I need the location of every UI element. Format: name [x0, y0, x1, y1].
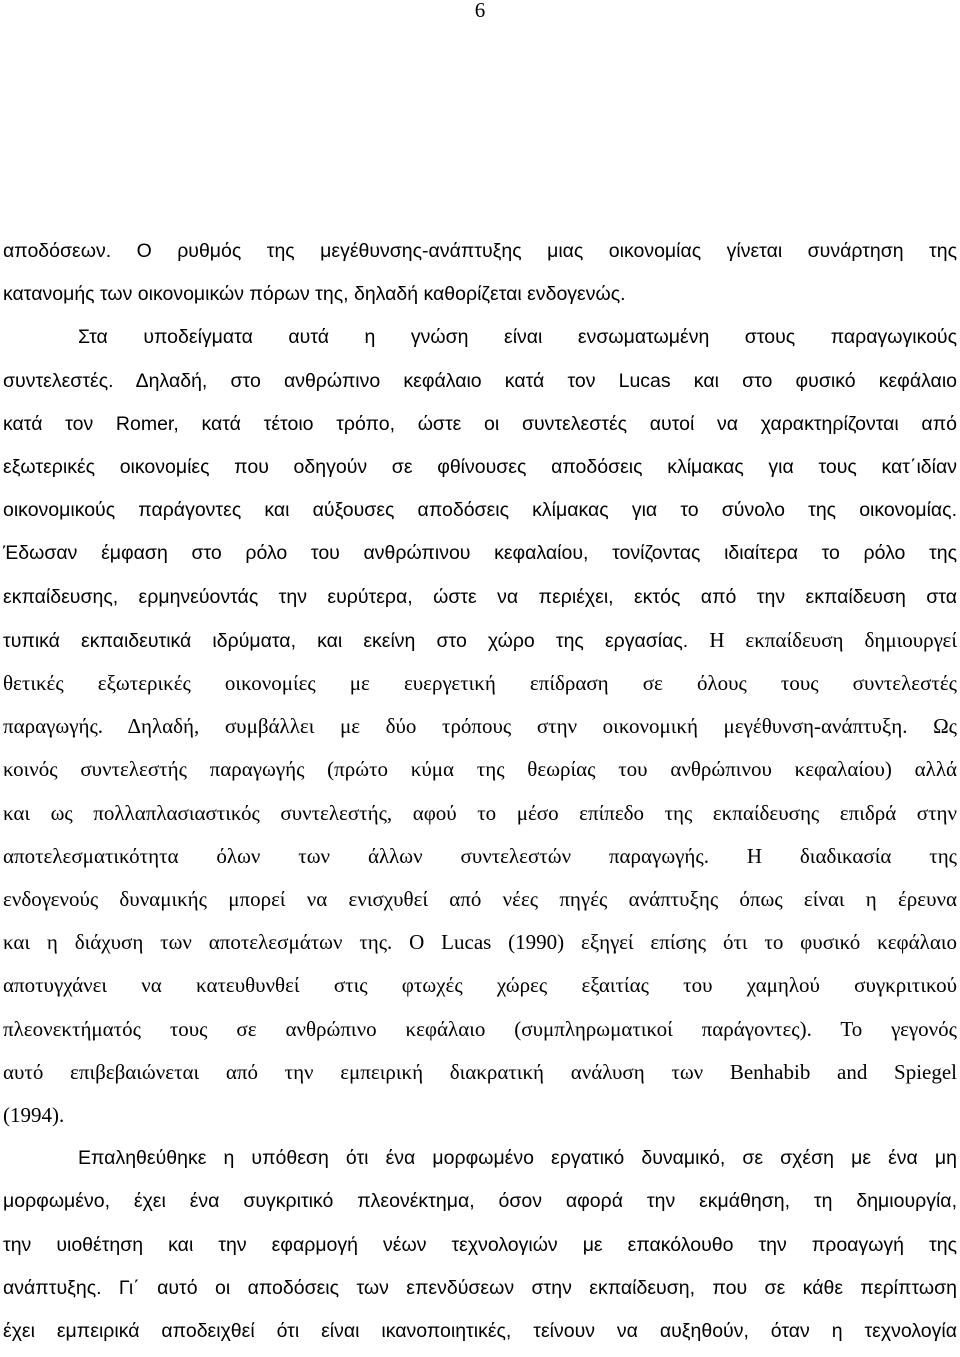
text-line: [3, 1102, 957, 1130]
text-line: [3, 886, 957, 914]
text-segment: τυπικά εκπαιδευτικά ιδρύματα, και εκείνη στο χώρο της εργασίας.: [3, 629, 710, 652]
text-segment: έχει εμπειρικά αποδειχθεί ότι είναι ικανοποιητικές, τείνουν να αυξηθούν, όταν η τεχνολογία: [3, 1320, 957, 1342]
text-segment: κατανομής των οικονομικών πόρων της, δηλαδή καθορίζεται ενδογενώς.: [3, 283, 626, 306]
text-line: [3, 497, 957, 524]
text-segment: αποτυγχάνει να κατευθυνθεί στις φτωχές χώρες εξαιτίας του χαμηλού συγκριτικού: [3, 973, 957, 998]
text-segment: οικονομικούς παράγοντες και αύξουσες αποδόσεις κλίμακας για το σύνολο της οικονομίας.: [3, 499, 957, 522]
text-segment: και ως πολλαπλασιαστικός συντελεστής, αφού το μέσο επίπεδο της εκπαίδευσης επιδρά στην: [3, 800, 957, 825]
text-line: [3, 627, 957, 655]
text-segment: θετικές εξωτερικές οικονομίες με ευεργετική επίδραση σε όλους τους συντελεστές: [3, 671, 957, 695]
text-segment: εκπαίδευσης, ερμηνεύοντάς την ευρύτερα, ώστε να περιέχει, εκτός από την εκπαίδευση στα: [3, 585, 957, 608]
text-segment: ενδογενούς δυναμικής μπορεί να ενισχυθεί από νέες πηγές ανάπτυξης όπως είναι η έρευνα: [3, 887, 957, 911]
text-line: [3, 843, 957, 871]
text-line: [3, 670, 957, 698]
text-segment: αυτό επιβεβαιώνεται από την εμπειρική διακρατική ανάλυση των Benhabib and Spiegel: [3, 1059, 957, 1084]
text-line: [3, 281, 957, 308]
text-line: [3, 1275, 957, 1302]
text-segment: εξωτερικές οικονομίες που οδηγούν σε φθίνουσες αποδόσεις κλίμακας για τους κατ΄ιδίαν: [3, 456, 957, 478]
text-line: [3, 1232, 957, 1259]
text-line: [3, 1059, 957, 1087]
text-line: [3, 368, 957, 395]
text-segment: κατά τον Romer, κατά τέτοιο τρόπο, ώστε οι συντελεστές αυτοί να χαρακτηρίζονται από: [3, 412, 957, 435]
text-segment: την υιοθέτηση και την εφαρμογή νέων τεχνολογιών με επακόλουθο την προαγωγή της: [3, 1233, 957, 1256]
text-segment: Η εκπαίδευση δημιουργεί: [709, 627, 957, 652]
text-line: [3, 713, 957, 741]
text-line: [3, 972, 957, 1000]
text-line: [3, 1016, 957, 1044]
text-segment: συντελεστές. Δηλαδή, στο ανθρώπινο κεφάλαιο κατά τον Lucas και στο φυσικό κεφάλαιο: [3, 369, 957, 392]
page-number: 6: [474, 0, 486, 22]
text-segment: και η διάχυση των αποτελεσμάτων της. Ο Lucas (1990) εξηγεί επίσης ότι το φυσικό κεφάλαιο: [3, 930, 957, 955]
text-line: [3, 1188, 957, 1215]
text-line: [78, 324, 957, 351]
text-line: [3, 411, 957, 438]
text-line: [3, 584, 957, 611]
text-line: [3, 454, 957, 481]
text-segment: (1994).: [3, 1103, 65, 1127]
text-line: [3, 800, 957, 828]
text-segment: αποδόσεων. Ο ρυθμός της μεγέθυνσης-ανάπτυξης μιας οικονομίας γίνεται συνάρτηση της: [3, 240, 957, 262]
text-segment: ανάπτυξης. Γι΄ αυτό οι αποδόσεις των επενδύσεων στην εκπαίδευση, που σε κάθε περίπτωση: [3, 1276, 957, 1299]
text-segment: Στα υποδείγματα αυτά η γνώση είναι ενσωματωμένη στους παραγωγικούς: [78, 326, 957, 349]
text-segment: αποτελεσματικότητα όλων των άλλων συντελεστών παραγωγής. Η διαδικασία της: [3, 843, 957, 868]
text-segment: Επαληθεύθηκε η υπόθεση ότι ένα μορφωμένο εργατικό δυναμικό, σε σχέση με ένα μη: [78, 1147, 957, 1170]
text-segment: παραγωγής. Δηλαδή, συμβάλλει με δύο τρόπους στην οικονομική μεγέθυνση-ανάπτυξη. Ως: [3, 714, 957, 739]
text-segment: κοινός συντελεστής παραγωγής (πρώτο κύμα της θεωρίας του ανθρώπινου κεφαλαίου) αλλά: [3, 757, 957, 782]
text-line: [3, 929, 957, 957]
text-line: [3, 756, 957, 784]
text-line: [3, 1318, 957, 1345]
text-line: [3, 238, 957, 265]
text-segment: Έδωσαν έμφαση στο ρόλο του ανθρώπινου κεφαλαίου, τονίζοντας ιδιαίτερα το ρόλο της: [3, 542, 957, 565]
text-segment: μορφωμένο, έχει ένα συγκριτικό πλεονέκτημα, όσον αφορά την εκμάθηση, τη δημιουργία,: [3, 1190, 957, 1213]
text-line: [78, 1145, 957, 1172]
text-segment: πλεονεκτήματός τους σε ανθρώπινο κεφάλαιο (συμπληρωματικοί παράγοντες). Το γεγονός: [3, 1016, 957, 1041]
text-line: [3, 540, 957, 567]
